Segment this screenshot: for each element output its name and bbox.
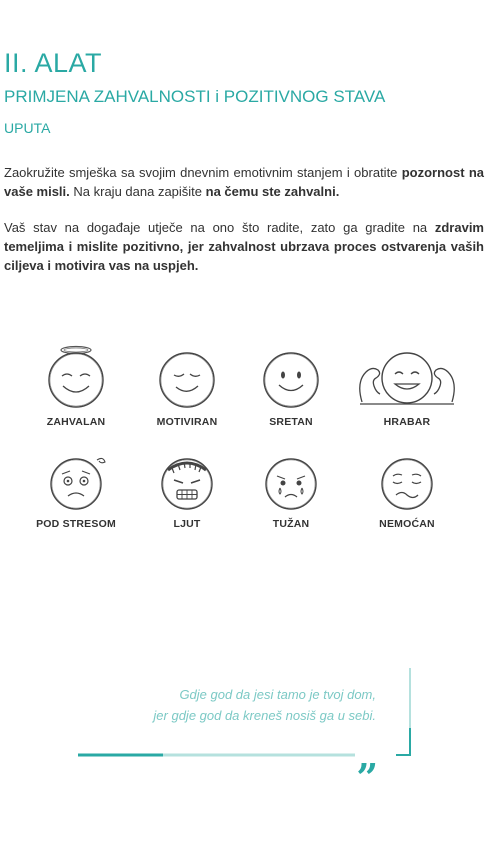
emotion-nemocan[interactable] [352,450,462,530]
emotion-label: LJUT [173,518,201,530]
paragraph-text: Vaš stav na događaje utječe na ono što radite, zato ga gradite na [4,220,435,235]
quote-text [100,684,376,726]
quote-line: jer gdje god da kreneš nosiš ga u sebi. [153,708,376,723]
brave-face-icon [352,342,462,410]
emotion-motiviran[interactable] [132,342,242,428]
emotion-label: NEMOĆAN [379,518,435,530]
paragraph-emphasis: na čemu ste zahvalni. [205,184,340,199]
emotion-hrabar[interactable] [352,342,462,428]
paragraph-text: Na kraju dana zapišite [69,184,206,199]
emotion-pod-stresom[interactable] [21,450,131,530]
angry-face-icon [152,450,222,512]
sad-face-icon [256,450,326,512]
quote-mark-icon: „ [357,733,379,778]
instructions-heading: UPUTA [4,120,51,136]
motivated-face-icon [152,342,222,410]
instructions-paragraph [4,163,484,201]
emotion-label: MOTIVIRAN [156,416,218,428]
quote-line: Gdje god da jesi tamo je tvoj dom, [179,687,376,702]
paragraph-text: Zaokružite smješka sa svojim dnevnim emotivnim stanjem i obratite [4,165,402,180]
grateful-face-icon [41,342,111,410]
attitude-paragraph [4,218,484,275]
helpless-face-icon [372,450,442,512]
paragraph-emphasis: pozornost na vaše misli. [4,165,484,199]
paragraph-emphasis: zdravim temeljima i mislite pozitivno, jer zahvalnost ubrzava proces ostvarenja vaših ciljeva i motivira vas na uspjeh. [4,220,484,273]
emotion-ljut[interactable] [132,450,242,530]
stressed-face-icon [41,450,111,512]
emotion-label: SRETAN [269,416,313,428]
emotion-tuzan[interactable] [236,450,346,530]
emotion-label: TUŽAN [272,518,310,530]
emotion-zahvalan[interactable] [21,342,131,428]
emotion-label: HRABAR [383,416,431,428]
emotion-sretan[interactable] [236,342,346,428]
tool-title: II. ALAT [4,48,103,78]
tool-subtitle: PRIMJENA ZAHVALNOSTI i POZITIVNOG STAVA [4,87,386,106]
emotion-label: POD STRESOM [36,518,116,530]
emotion-label: ZAHVALAN [46,416,106,428]
happy-face-icon [256,342,326,410]
